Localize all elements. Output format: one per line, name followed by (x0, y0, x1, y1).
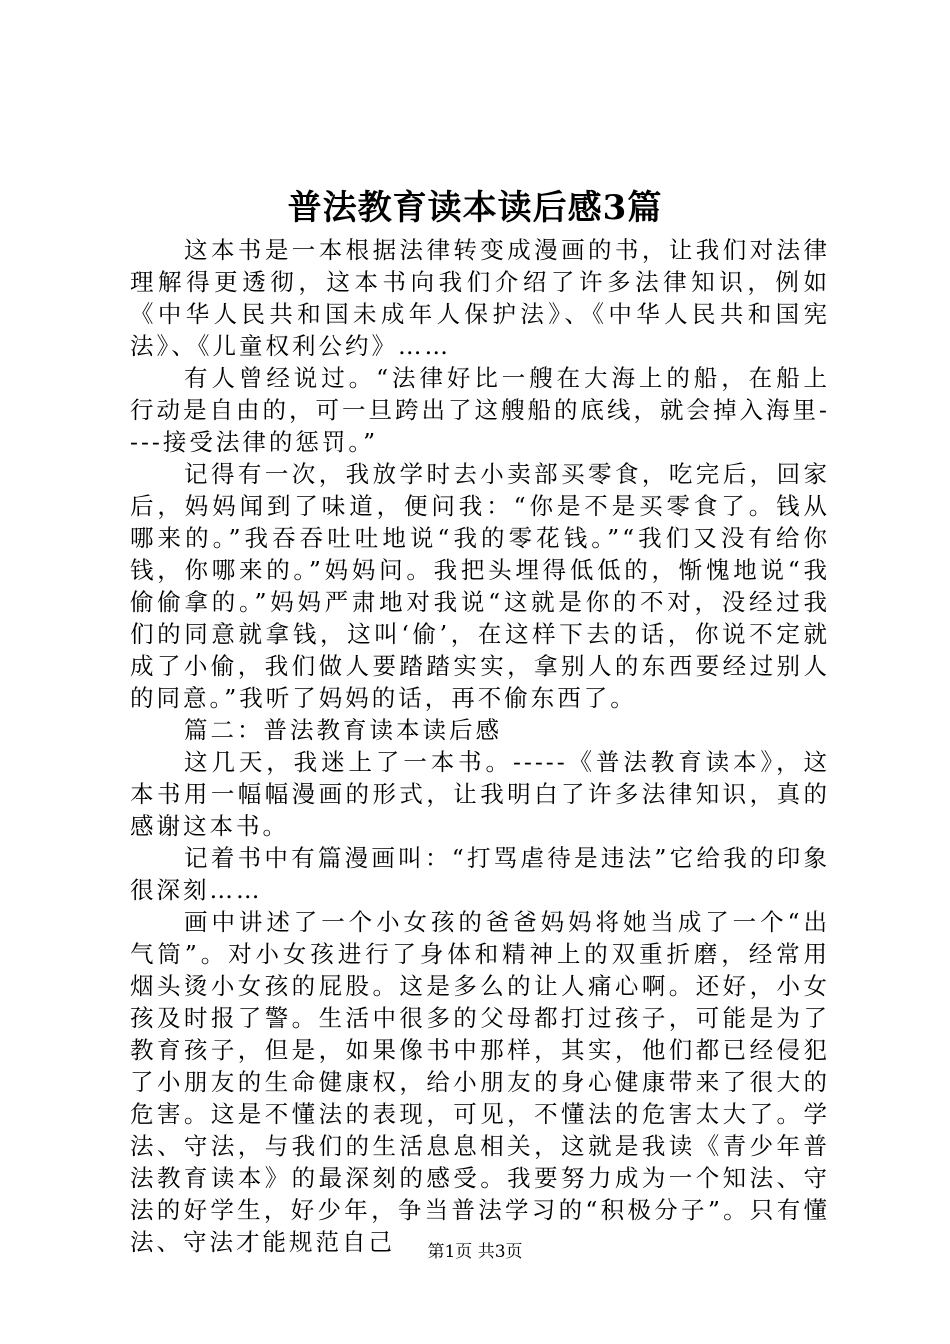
document-body (130, 234, 830, 1258)
document-title: 普法教育读本读后感3篇 (287, 188, 663, 228)
page-footer: 第1页 共3页 (427, 1242, 523, 1262)
paragraph-4: 这几天，我迷上了一本书。-----《普法教育读本》，这本书用一幅幅漫画的形式，让我明白了许多法律知识，真的感谢这本书。 (130, 748, 830, 840)
paragraph-6: 画中讲述了一个小女孩的爸爸妈妈将她当成了一个“出气筒”。对小女孩进行了身体和精神上的双重折磨，经常用烟头烫小女孩的屁股。这是多么的让人痛心啊。还好，小女孩及时报了警。生活中很多的父母都打过孩子，可能是为了教育孩子，但是，如果像书中那样，其实，他们都已经侵犯了小朋友的生命健康权，给小朋友的身心健康带来了很大的危害。这是不懂法的表现，可见，不懂法的危害太大了。学法、守法，与我们的生活息息相关，这就是我读《青少年普法教育读本》的最深刻的感受。我要努力成为一个知法、守法的好学生，好少年，争当普法学习的“积极分子”。只有懂法、守法才能规范自己 (130, 908, 830, 1256)
paragraph-5: 记着书中有篇漫画叫：“打骂虐待是违法”它给我的印象很深刻…… (130, 844, 830, 904)
paragraph-3: 记得有一次，我放学时去小卖部买零食，吃完后，回家后，妈妈闻到了味道，便问我：“你是不是买零食了。钱从哪来的。”我吞吞吐吐地说“我的零花钱。”“我们又没有给你钱，你哪来的。”妈妈问。我把头埋得低低的，惭愧地说“我偷偷拿的。”妈妈严肃地对我说“这就是你的不对，没经过我们的同意就拿钱，这叫‘偷’，在这样下去的话，你说不定就成了小偷，我们做人要踏踏实实，拿别人的东西要经过别人的同意。”我听了妈妈的话，再不偷东西了。 (130, 460, 830, 712)
paragraph-1: 这本书是一本根据法律转变成漫画的书，让我们对法律理解得更透彻，这本书向我们介绍了许多法律知识，例如《中华人民共和国未成年人保护法》、《中华人民共和国宪法》、《儿童权利公约》…… (130, 236, 830, 360)
section-heading-2: 篇二：普法教育读本读后感 (184, 716, 503, 744)
paragraph-2: 有人曾经说过。“法律好比一艘在大海上的船，在船上行动是自由的，可一旦跨出了这艘船的底线，就会掉入海里----接受法律的惩罚。” (130, 364, 830, 456)
